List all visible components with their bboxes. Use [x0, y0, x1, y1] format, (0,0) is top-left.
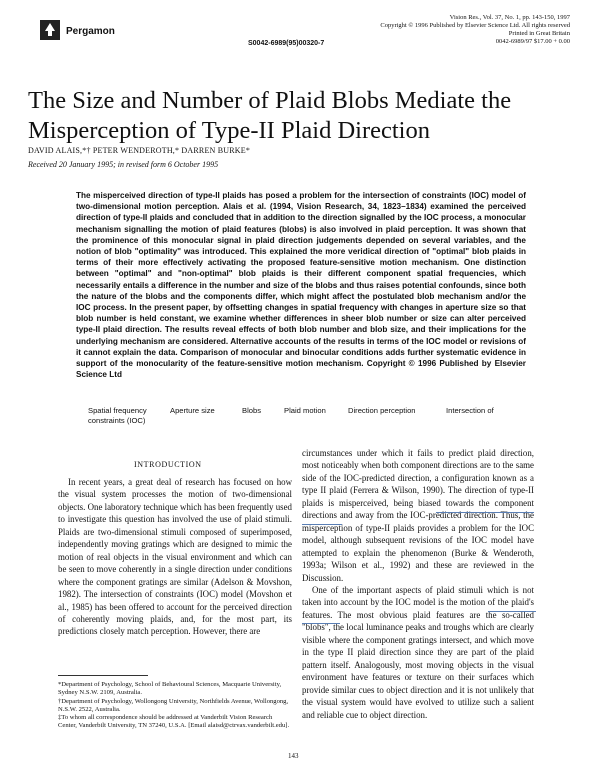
- footnote-divider: [58, 675, 148, 676]
- annotation-underline: [302, 623, 340, 624]
- keyword: Blobs: [242, 406, 261, 415]
- paragraph: circumstances under which it fails to predict plaid direction, most noticeably when both component directions are to the same side of the IOC-predicted direction, a configuration known as a type II plaid (Ferrera & Wilson, 1990). The direction of type-II plaids is misperceived, being biased towards the component directions and away from the IOC-predicted direction. Thus, the misperception of type-II plaids provides a problem for the IOC model, although subsequent revisions of the IOC model have attempted to explain the phenomenon (Burke & Wenderoth, 1993a; Wilson et al., 1992) and these are reviewed in the Discussion.: [302, 448, 534, 583]
- copyright-line: Copyright © 1996 Published by Elsevier Science Ltd. All rights reserved: [380, 22, 570, 29]
- body-right-column: [302, 447, 534, 721]
- footnote: *Department of Psychology, School of Behavioural Sciences, Macquarie University, Sydney N.S.W. 2109, Australia.: [58, 681, 282, 697]
- keyword: Aperture size: [170, 406, 215, 415]
- page-number: 143: [288, 752, 299, 760]
- body-left-column: [58, 476, 292, 638]
- footnotes: [58, 681, 292, 731]
- annotation-underline: [436, 512, 534, 513]
- keyword: Direction perception: [348, 406, 416, 415]
- annotation-underline: [302, 524, 342, 525]
- elsevier-tree-logo: [40, 20, 60, 40]
- journal-citation: Vision Res., Vol. 37, No. 1, pp. 143-150, 1997: [449, 14, 570, 21]
- journal-header: [330, 14, 570, 46]
- article-title: The Size and Number of Plaid Blobs Mediate the Misperception of Type-II Plaid Direction: [28, 87, 512, 144]
- issn-line: 0042-6989/97 $17.00 + 0.00: [495, 38, 570, 45]
- abstract: The misperceived direction of type-II plaids has posed a problem for the intersection of constraints (IOC) model of two-dimensional motion perception. Alais et al. (1994, Vision Research, 34, 1823–1834) examined the perceived direction of type-II plaids and concluded that in addition to the direction signalled by the IOC process, a monocular mechanism signalling the motion of plaid features (blobs) is also involved in plaid perception. It was shown that the prominence of this monocular signal in plaid direction judgements depended on several variables, and the notion of blob "optimality" was introduced. This explained the more veridical direction of "optimal" blob plaids in terms of their more effectively activating the proposed feature-sensitive motion mechanism. One distinction between "optimal" and "non-optimal" blob plaids is their different component spatial frequencies, which necessarily entails a difference in the number and size of the blobs and thus raises potential confounds, since both the nature of the blobs and the components differ, which might affect the postulated blob mechanism and/or the IOC process. In the present paper, by offsetting changes in spatial frequency with changes in aperture size so that blob number is held constant, we examine whether differences in sheer blob number or size can alter perceived type-II plaid direction. The results reveal effects of both blob number and blob size, and their implications for the underlying mechanism are considered. Alternative accounts of the results in terms of the IOC model or revisions of it cannot explain the data. Comparison of monocular and binocular conditions adds further systematic evidence in support of the monocularity of the feature-sensitive motion mechanism. Copyright © 1996 Published by Elsevier Science Ltd: [76, 191, 526, 380]
- annotation-underline: [488, 611, 536, 612]
- footnote: †Department of Psychology, Wollongong University, Northfields Avenue, Wollongong, N.S.W. 2522, Australia.: [58, 697, 289, 713]
- paragraph: One of the important aspects of plaid stimuli which is not taken into account by the IOC model is the motion of the plaid's features. The most obvious plaid features are the so-called "blobs", the local luminance peaks and troughs which are clearly visible where the component gratings intersect, and which move in the type II plaid direction since they are part of the plaid pattern itself. Analogously, most moving objects in the visual environment have features or texture on their surfaces which provide similar cues to object direction and it is not unlikely that the visual system would have evolved to utilize such a salient and reliable cue to object direction.: [302, 584, 534, 720]
- publisher-name: Pergamon: [66, 26, 115, 37]
- printed-line: Printed in Great Britain: [508, 30, 570, 37]
- footnote: ‡To whom all correspondence should be addressed at Vanderbilt Vision Research Center, Vanderbilt University, TN 37240, U.S.A. [Email alaisd@ctrvax.vanderbilt.edu].: [58, 714, 290, 730]
- section-heading-introduction: INTRODUCTION: [134, 460, 202, 469]
- keyword: Plaid motion: [284, 406, 326, 415]
- received-dates: Received 20 January 1995; in revised form 6 October 1995: [28, 160, 219, 169]
- article-code: S0042-6989(95)00320-7: [248, 40, 325, 47]
- paragraph: In recent years, a great deal of research has focused on how the visual system processes the motion of two-dimensional objects. One laboratory technique which has been frequently used to investigate this question has involved the use of plaid stimuli. Plaids are two-dimensional stimuli composed of superimposed, independently moving gratings which are designed to mimic the motion of real objects in the visual environment and which can be seen to move coherently in a single direction under conditions where the component gratings are similar (Adelson & Movshon, 1982). The intersection of constraints (IOC) model (Movshon et al., 1985) has been offered to account for the perceived direction of coherently moving plaids, and, for the most part, its predictions closely match perception. However, there are: [58, 477, 292, 637]
- author-list: DAVID ALAIS,*† PETER WENDEROTH,* DARREN BURKE*: [28, 146, 251, 155]
- keyword: Spatial frequency constraints (IOC): [88, 406, 147, 425]
- keyword: Intersection of: [446, 406, 494, 415]
